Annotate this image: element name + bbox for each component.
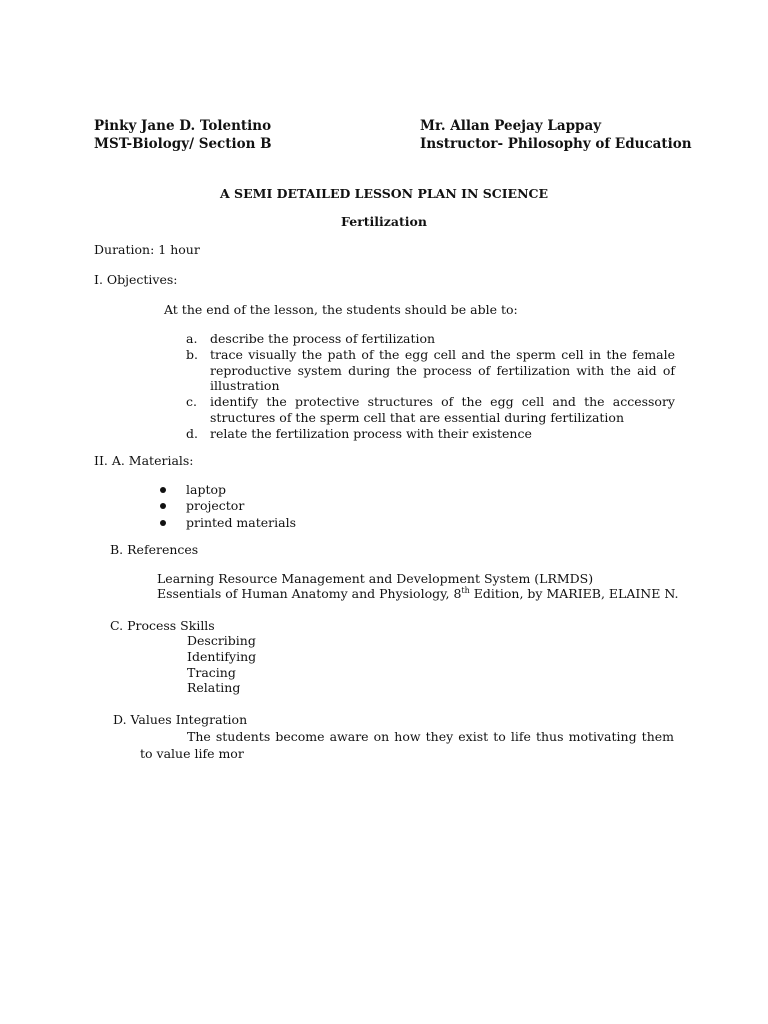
objective-text: identify the protective structures of the egg cell and the accessory structures of the sperm cell that are essential during fertilization (210, 394, 675, 425)
skill-item: Identifying (187, 649, 257, 664)
list-item (160, 498, 244, 514)
objectives-heading: I. Objectives: (94, 272, 178, 287)
bullet-icon (160, 503, 166, 509)
objective-marker: c. (186, 394, 197, 409)
objective-item (186, 394, 675, 425)
instructor-name: Mr. Allan Peejay Lappay (420, 118, 602, 134)
bullet-icon (160, 487, 166, 493)
values-text: The students become aware on how they exist to life thus motivating them to value life mor (140, 729, 674, 761)
references-heading: B. References (110, 542, 199, 557)
instructor-course: Instructor- Philosophy of Education (420, 136, 692, 152)
duration: Duration: 1 hour (94, 242, 200, 257)
objective-item (186, 347, 675, 394)
reference-text: Essentials of Human Anatomy and Physiology, 8 (157, 586, 462, 601)
student-name: Pinky Jane D. Tolentino (94, 118, 272, 134)
process-skills-heading: C. Process Skills (110, 618, 215, 633)
skill-item: Tracing (187, 665, 236, 680)
values-heading: D. Values Integration (113, 712, 248, 727)
objective-text: describe the process of fertilization (210, 331, 436, 346)
reference-text: Edition, by MARIEB, ELAINE N. (469, 586, 679, 601)
bullet-icon (160, 520, 166, 526)
list-item (160, 482, 226, 498)
document-title: A SEMI DETAILED LESSON PLAN IN SCIENCE (220, 186, 548, 201)
materials-heading: II. A. Materials: (94, 453, 194, 468)
list-item (160, 515, 296, 531)
reference-superscript: th (461, 585, 470, 595)
reference-line (157, 586, 678, 602)
material-label: laptop (186, 482, 227, 497)
objectives-intro: At the end of the lesson, the students should be able to: (164, 302, 518, 317)
material-label: projector (186, 498, 245, 513)
skill-item: Relating (187, 680, 241, 695)
objective-item (186, 331, 675, 347)
objective-marker: b. (186, 347, 198, 362)
objective-marker: d. (186, 426, 198, 441)
reference-line: Learning Resource Management and Development System (LRMDS) (157, 571, 594, 586)
objective-text: trace visually the path of the egg cell and the sperm cell in the female reproductive system during the process of fertilization with the aid of illustration (210, 347, 675, 393)
skill-item: Describing (187, 633, 256, 648)
objective-text: relate the fertilization process with their existence (210, 426, 532, 441)
material-label: printed materials (186, 515, 296, 530)
objective-marker: a. (186, 331, 198, 346)
student-program: MST-Biology/ Section B (94, 136, 272, 152)
topic-title: Fertilization (341, 214, 427, 229)
objective-item (186, 426, 675, 442)
